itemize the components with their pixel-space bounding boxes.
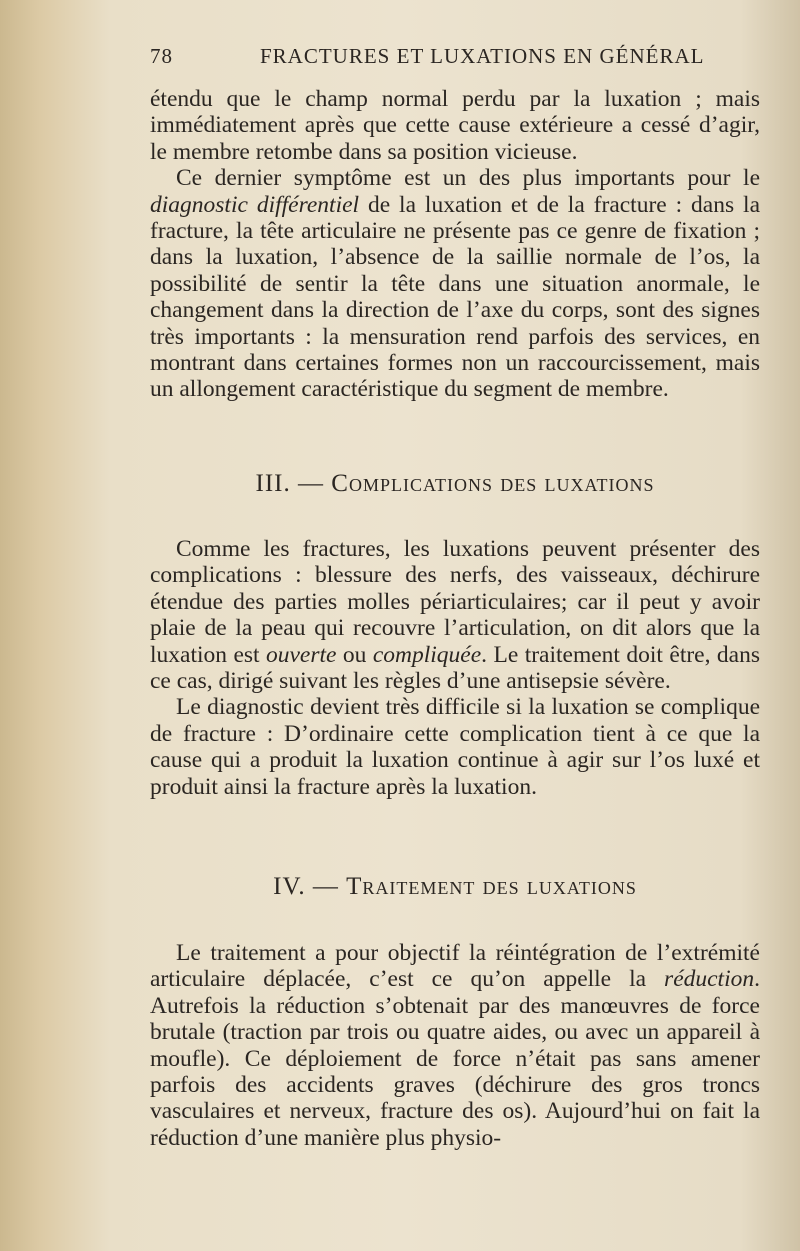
text-block-1 — [150, 86, 760, 403]
text-span: ou — [336, 641, 373, 668]
section-heading-complications — [150, 470, 760, 498]
section-heading-traitement — [150, 873, 760, 901]
section-title-text: Complications des luxations — [331, 470, 655, 497]
text-block-complications — [150, 536, 760, 800]
paragraph-fracture-complication: Le diagnostic devient très difficile si la luxation se complique de fracture : D’ordinaire cette complication tient à ce que la cause qui a produit la luxation continue à agir sur l’os luxé et produit ainsi la fracture après la luxation. — [150, 694, 760, 800]
emphasis-compliquee: compliquée — [372, 641, 482, 668]
section-title-text: Traitement des luxations — [346, 873, 637, 900]
text-span: . Le traitement doit être, dans ce cas, dirigé suivant les règles d’une antisepsie sévère. — [150, 641, 760, 695]
section-numeral: III. — — [255, 470, 325, 497]
text-block-traitement — [150, 940, 760, 1151]
text-span: Le traitement a pour objectif la réintégration de l’extrémité articulaire déplacée, c’est ce qu’on appelle la — [150, 940, 760, 993]
paragraph-traitement — [150, 940, 760, 1151]
section-numeral: IV. — — [273, 873, 339, 900]
emphasis-reduction: réduction — [664, 966, 755, 993]
text-span: Ce dernier symptôme est un des plus importants pour le — [176, 165, 760, 192]
paragraph-continued: étendu que le champ normal perdu par la luxation ; mais immédiatement après que cette cause extérieure a cessé d’agir, le membre retombe dans sa position vicieuse. — [150, 86, 760, 165]
text-span: . Autrefois la réduction s’obtenait par des manœuvres de force brutale (traction par trois ou quatre aides, ou avec un appareil à moufle). Ce déploiement de force n’était pas sans amener parfois des accidents graves (déchirure des gros troncs vasculaires et nerveux, fracture des os). Aujourd’hui on fait la réduction d’une manière plus physio- — [150, 966, 760, 1151]
emphasis-diagnostic: diagnostic différentiel — [150, 191, 360, 218]
paragraph-diagnostic — [150, 165, 760, 403]
running-title: FRACTURES ET LUXATIONS EN GÉNÉRAL — [260, 44, 705, 68]
page-header — [150, 44, 760, 74]
text-span: de la luxation et de la fracture : dans la fracture, la tête articulaire ne présente pas ce genre de fixation ; dans la luxation, l’absence de la saillie normale de l’os, la possibilité de sentir la tête dans une situation anormale, le changement dans la direction de l’axe du corps, sont des signes très importants : la mensuration rend parfois des services, en montrant dans certaines formes non un raccourcissement, mais un allongement caractéristique du segment de membre. — [150, 191, 760, 403]
emphasis-ouverte: ouverte — [266, 641, 337, 668]
paragraph-complications — [150, 536, 760, 694]
page-number: 78 — [150, 44, 173, 68]
text-span: Comme les fractures, les luxations peuvent présenter des complications : blessure des nerfs, des vaisseaux, déchirure étendue des parties molles périarticulaires; car il peut y avoir plaie de la peau qui recouvre l’articulation, on dit alors que la luxation est — [150, 536, 760, 668]
